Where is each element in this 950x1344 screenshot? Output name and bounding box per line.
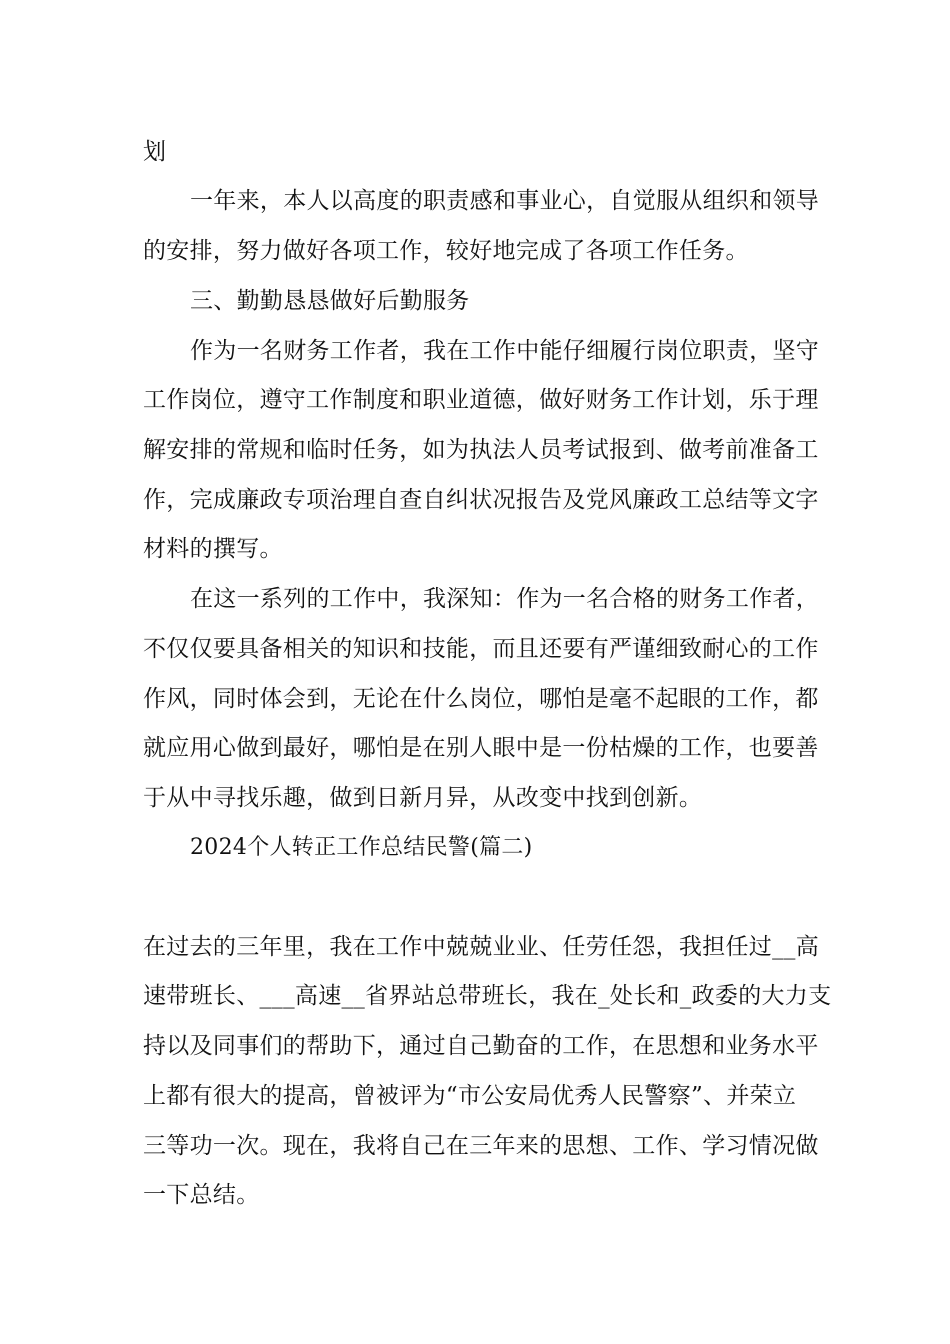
paragraph-first-line: 在这一系列的工作中，我深知：作为一名合格的财务工作者， — [190, 586, 820, 612]
section-heading: 三、勤勤恳恳做好后勤服务 — [190, 288, 470, 314]
text-line: 就应用心做到最好，哪怕是在别人眼中是一份枯燥的工作，也要善 — [143, 735, 819, 761]
text-line: 于从中寻找乐趣，做到日新月异，从改变中找到创新。 — [143, 785, 703, 811]
text-line: 工作岗位，遵守工作制度和职业道德，做好财务工作计划，乐于理 — [143, 387, 819, 413]
text-line: 上都有很大的提高，曾被评为“市公安局优秀人民警察”、并荣立 — [143, 1083, 797, 1109]
text-line: 一下总结。 — [143, 1182, 260, 1208]
paragraph-first-line: 在过去的三年里，我在工作中兢兢业业、任劳任怨，我担任过__高 — [143, 934, 819, 960]
text-line: 速带班长、___高速__省界站总带班长，我在_处长和_政委的大力支 — [143, 983, 832, 1009]
text-line: 划 — [143, 139, 167, 165]
paragraph-first-line: 作为一名财务工作者，我在工作中能仔细履行岗位职责，坚守 — [190, 338, 820, 364]
text-line: 不仅仅要具备相关的知识和技能，而且还要有严谨细致耐心的工作 — [143, 636, 819, 662]
paragraph-first-line: 一年来，本人以高度的职责感和事业心，自觉服从组织和领导 — [190, 188, 820, 214]
text-line: 的安排，努力做好各项工作，较好地完成了各项工作任务。 — [143, 238, 749, 264]
article-title: 2024个人转正工作总结民警(篇二) — [190, 835, 533, 860]
text-line: 三等功一次。现在，我将自己在三年来的思想、工作、学习情况做 — [143, 1133, 819, 1159]
text-line: 材料的撰写。 — [143, 536, 283, 562]
text-line: 持以及同事们的帮助下，通过自己勤奋的工作，在思想和业务水平 — [143, 1033, 819, 1059]
text-line: 作风，同时体会到，无论在什么岗位，哪怕是毫不起眼的工作，都 — [143, 686, 819, 712]
text-line: 作，完成廉政专项治理自查自纠状况报告及党风廉政工总结等文字 — [143, 487, 819, 513]
text-line: 解安排的常规和临时任务，如为执法人员考试报到、做考前准备工 — [143, 437, 819, 463]
